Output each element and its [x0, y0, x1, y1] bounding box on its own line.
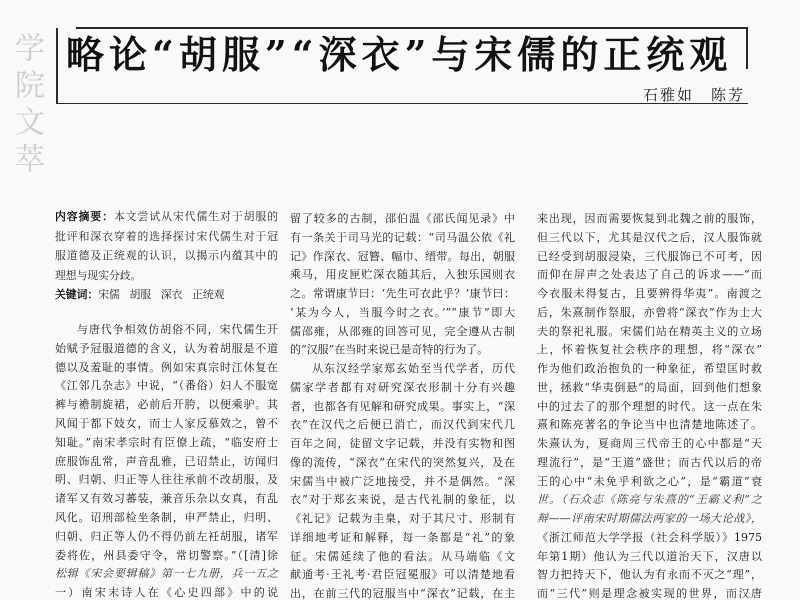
body-line: 宋儒当中被广泛地接受，并不是偶然。“深 — [290, 474, 515, 488]
body-line: 德以及羞耻的事情。例如宋真宗时江休复在 — [55, 360, 278, 374]
abstract-text: 本文尝试从宋代儒生对于胡服的 — [113, 210, 278, 223]
body-line: 今衣服未得复古，且要辨得华夷”。南渡之 — [537, 287, 762, 300]
title-frame-left — [56, 28, 58, 104]
body-column-middle — [290, 210, 515, 600]
body-line: 王的心中“未免乎利欲之心”，是“霸道”衰 — [537, 474, 762, 488]
keyword: 胡服 — [129, 288, 152, 301]
title-frame-right — [746, 27, 748, 69]
keyword: 深衣 — [160, 288, 183, 301]
body-column-right — [537, 210, 762, 600]
body-line: 始赋予冠服道德的含义，认为着胡服是不道 — [55, 341, 278, 355]
body-line: 详细地考证和解释，每一条都是“礼”的象 — [290, 530, 515, 544]
body-line: 世，拯救“华夷倒悬”的局面，回到他们想象 — [537, 380, 762, 394]
body-line: 从东汉经学家郑玄始至当代学者，历代 — [312, 362, 515, 375]
body-line: 《江邻几杂志》中说，“（番俗）妇人不服宽 — [55, 379, 278, 393]
body-line: 留了较多的古制，邵伯温《邵氏闻见录》中 — [290, 212, 515, 225]
body-column-left — [55, 321, 278, 599]
body-line: 裤与襜制旋裙，必前后开胯，以便乘驴。其 — [55, 398, 278, 412]
body-line: 出，在前三代的冠服当中“深衣”记载，在主 — [290, 587, 515, 600]
body-line: 庶服饰乱常，声音乱雅，已诏禁止，访闻归 — [55, 454, 278, 468]
body-line: 儒邵雍，从邵雍的回答可见，完全遵从古制 — [290, 324, 515, 338]
body-line: 理流行”，是“王道”盛世；而古代以后的帝 — [537, 455, 762, 469]
body-line: 熹和陈亮著名的争论当中也清楚地陈述了。 — [537, 418, 762, 432]
body-line: 衣”在汉代之后便已消亡，而汉代到宋代几 — [290, 418, 515, 432]
body-line: 朱熹认为，夏商周三代帝王的心中都是“天 — [537, 437, 762, 450]
body-line: 后，朱熹制作祭服，亦曾将“深衣”作为士大 — [537, 305, 762, 319]
body-line: 《礼记》记载为圭臬，对于其尺寸、形制有 — [290, 512, 515, 525]
body-line: 百年之间，徒留文字记载，并没有实物和图 — [290, 437, 515, 450]
keyword: 正统观 — [192, 288, 225, 301]
keywords-label: 关键词： — [55, 288, 99, 301]
body-line: 像的流传，“深衣”在宋代的突然复兴，及在 — [290, 455, 515, 469]
article-authors: 石雅如 陈芳 — [642, 86, 745, 104]
body-line: 知耻。”南宋孝宗时有臣僚上疏，“临安府士 — [55, 435, 278, 449]
body-line: 征。宋儒延续了他的看法。从马端临《文 — [290, 549, 515, 563]
abstract-line: 服道德及正统观的认识，以揭示内蕴其中的 — [55, 249, 278, 262]
body-line: 一）南宋末诗人在《心史四部》中的说 — [55, 586, 278, 600]
body-line: 有一条关于司马光的记载：“司马温公依《礼 — [290, 230, 515, 244]
body-line: 《浙江师范大学学报（社会科学版）》1975 — [537, 530, 762, 544]
title-frame-top — [76, 27, 748, 29]
abstract-line: 理想与现实分歧。 — [55, 268, 142, 282]
body-line: 与唐代争相效仿胡俗不同，宋代儒生开 — [77, 323, 278, 336]
body-line: 智力把持天下，他认为有永而不灭之“理”， — [537, 568, 762, 582]
body-line: 委将佐，州县委守令，常切警察。”（[清]徐 — [55, 548, 278, 562]
body-line: 而“三代”则是理念被实现的世界，而汉唐 — [537, 587, 762, 600]
body-line: 儒家学者都有对研究深衣形制十分有兴趣 — [290, 380, 515, 394]
keyword: 宋儒 — [98, 288, 120, 301]
body-line: 献通考·王礼考·君臣冠冕服》可以清楚地看 — [290, 568, 515, 582]
body-line: ‘某为今人，当服今时之衣。’”“康节”即大 — [290, 305, 515, 319]
body-line: 诸军又有效习蕃装，兼音乐杂以女真，有乱 — [55, 492, 278, 506]
body-line: 中的过去了的那个理想的时代。这一点在朱 — [537, 399, 762, 413]
body-line: 已经受到胡服浸染，三代服饰已不可考，因 — [537, 249, 762, 263]
body-line: 风闻于都下妓女，而士人家反慕效之，曾不 — [55, 416, 278, 430]
body-line: 乘马，用皮匣贮深衣随其后，入独乐园则衣 — [290, 268, 515, 282]
body-line: 夫的祭祀礼服。宋儒们站在精英主义的立场 — [537, 324, 762, 338]
abstract-label: 内容摘要： — [55, 210, 114, 223]
section-label: 学院文萃 — [9, 32, 44, 180]
citation-line: 松辑《宋会要辑稿》第一七九册，兵一五之 — [55, 567, 278, 581]
body-line: 上，怀着恢复社会秩序的理想，将“深衣” — [537, 343, 762, 357]
abstract-line: 批评和深衣穿着的选择探讨宋代儒生对于冠 — [55, 229, 278, 243]
citation-line: 世。（石众志《陈亮与朱熹的“王霸义利”之 — [537, 493, 762, 507]
body-line: 但三代以下，尤其是汉代之后，汉人服饰就 — [537, 230, 762, 244]
body-line: 衣”对于郑玄来说，是古代礼制的象征，以 — [290, 493, 515, 507]
abstract-block — [55, 207, 278, 305]
article-title: 略论“胡服”“深衣”与宋儒的正统观 — [66, 33, 733, 77]
body-line: 作为他们政治抱负的一种象征，希望匡时救 — [537, 362, 762, 375]
body-line: 记》作深衣、冠簪、幅巾、缙带。每出，朝服 — [290, 249, 515, 263]
keywords-line — [55, 285, 278, 305]
body-line: 风化。诏刑部检坐条制，申严禁止，归明、 — [55, 510, 278, 524]
body-line: 明、归朝、归正等人往往承前不改胡服，及 — [55, 473, 278, 487]
body-line: 的“汉服”在当时来说已是奇特的行为了。 — [290, 343, 489, 357]
body-line: 者，也都各有见解和研究成果。事实上，“深 — [290, 399, 515, 413]
body-line: 归朝、归正等人仍不得仍前左衽胡服，诸军 — [55, 529, 278, 543]
body-line: 年第1期）他认为三代以道治天下，汉唐以 — [537, 549, 762, 563]
abstract-line — [55, 207, 278, 227]
body-line: 而仰在屏声之处表达了自己的诉求——“而 — [537, 268, 762, 282]
body-line: 来出现，因而需要恢复到北魏之前的服饰， — [537, 212, 762, 225]
body-line: 之。常谓康节曰：‘先生可衣此乎？’康节曰： — [290, 287, 515, 300]
citation-line: 辩——评南宋时期儒法两家的一场大论战》， — [537, 512, 762, 525]
